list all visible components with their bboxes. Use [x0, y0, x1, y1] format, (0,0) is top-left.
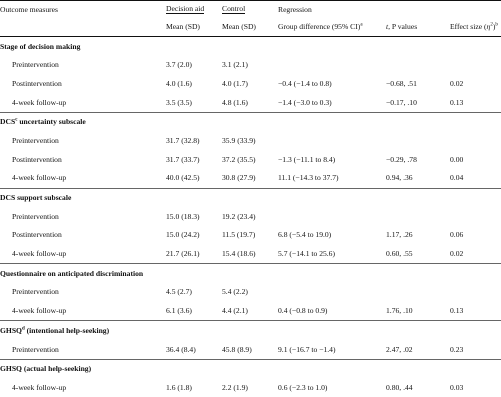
- row-label: 4-week follow-up: [12, 97, 67, 107]
- t-p-values: 2.47, .02: [386, 344, 413, 354]
- control-mean-sd: 35.9 (33.9): [222, 135, 256, 145]
- effect-size: 0.06: [450, 230, 464, 240]
- section-title: DCS support subscale: [0, 188, 501, 207]
- header-row: [0, 1, 501, 19]
- group-difference: [278, 131, 386, 150]
- subheader-effect-size: Effect size $(\eta^2)^b$: [450, 18, 501, 37]
- t-p-values: 0.80, .44: [386, 382, 413, 392]
- t-p-values: −0.68, .51: [386, 78, 417, 88]
- row-label: 4-week follow-up: [12, 249, 67, 259]
- table-row: [0, 378, 501, 397]
- table-row: [0, 207, 501, 226]
- subheader-da-mean: Mean (SD): [166, 18, 222, 37]
- effect-size: [450, 207, 501, 226]
- control-mean-sd: 15.4 (18.6): [222, 249, 256, 259]
- row-label: Postintervention: [12, 154, 62, 164]
- subheader-ctrl-mean: Mean (SD): [222, 18, 278, 37]
- t-p-values: [386, 56, 450, 75]
- group-difference: 5.7 (−14.1 to 25.6): [278, 249, 336, 259]
- table-row: [0, 169, 501, 188]
- control-mean-sd: 4.0 (1.7): [222, 78, 248, 88]
- row-label: Preintervention: [12, 211, 59, 221]
- t-p-values: [386, 283, 450, 302]
- control-mean-sd: 30.8 (27.9): [222, 173, 256, 183]
- group-difference: −1.3 (−11.1 to 8.4): [278, 154, 336, 164]
- effect-size: 0.04: [450, 173, 464, 183]
- table-row: [0, 340, 501, 359]
- decision-aid-mean-sd: 31.7 (33.7): [166, 154, 200, 164]
- group-difference: −0.4 (−1.4 to 0.8): [278, 78, 332, 88]
- control-mean-sd: 37.2 (35.5): [222, 154, 256, 164]
- decision-aid-mean-sd: 31.7 (32.8): [166, 135, 200, 145]
- t-p-values: [386, 207, 450, 226]
- section-header-row: [0, 321, 501, 340]
- group-difference: 0.4 (−0.8 to 0.9): [278, 306, 328, 316]
- group-difference: −1.4 (−3.0 to 0.3): [278, 97, 332, 107]
- decision-aid-mean-sd: 3.7 (2.0): [166, 60, 192, 70]
- group-difference: 0.6 (−2.3 to 1.0): [278, 382, 328, 392]
- section-header-row: [0, 112, 501, 131]
- decision-aid-mean-sd: 40.0 (42.5): [166, 173, 200, 183]
- control-mean-sd: 2.2 (1.9): [222, 382, 248, 392]
- header-decision-aid: Decision aid: [166, 1, 222, 19]
- effect-size: 0.13: [450, 306, 464, 316]
- group-difference: [278, 283, 386, 302]
- section-title: GHSQ$^d$ (intentional help-seeking): [0, 321, 501, 340]
- header-control: Control: [222, 1, 278, 19]
- group-difference: [278, 207, 386, 226]
- t-p-values: −0.29, .78: [386, 154, 417, 164]
- subheader-t-p: t, P values: [386, 18, 450, 37]
- section-title: GHSQ (actual help-seeking): [0, 359, 501, 378]
- control-mean-sd: 45.8 (8.9): [222, 344, 252, 354]
- row-label: 4-week follow-up: [12, 306, 67, 316]
- header-regression: Regression: [278, 1, 386, 19]
- header-outcome-measures: Outcome measures: [0, 1, 166, 19]
- effect-size: 0.13: [450, 97, 464, 107]
- row-label: 4-week follow-up: [12, 382, 67, 392]
- control-mean-sd: 19.2 (23.4): [222, 211, 256, 221]
- decision-aid-mean-sd: 6.1 (3.6): [166, 306, 192, 316]
- table-row: [0, 283, 501, 302]
- section-header-row: [0, 188, 501, 207]
- section-header-row: [0, 264, 501, 283]
- section-title: DCS$^c$ uncertainty subscale: [0, 112, 501, 131]
- row-label: Postintervention: [12, 78, 62, 88]
- effect-size: [450, 56, 501, 75]
- effect-size: 0.02: [450, 78, 464, 88]
- group-difference: 11.1 (−14.3 to 37.7): [278, 173, 339, 183]
- decision-aid-mean-sd: 15.0 (18.3): [166, 211, 200, 221]
- section-title: Stage of decision making: [0, 37, 501, 56]
- row-label: Postintervention: [12, 230, 62, 240]
- t-p-values: −0.17, .10: [386, 97, 417, 107]
- table-row: [0, 93, 501, 112]
- section-title: Questionnaire on anticipated discrimination: [0, 264, 501, 283]
- table-row: [0, 56, 501, 75]
- row-label: Preintervention: [12, 60, 59, 70]
- control-mean-sd: 11.5 (19.7): [222, 230, 256, 240]
- row-label: Preintervention: [12, 287, 59, 297]
- t-p-values: 1.76, .10: [386, 306, 413, 316]
- control-mean-sd: 4.4 (2.1): [222, 306, 248, 316]
- effect-size: 0.00: [450, 154, 464, 164]
- decision-aid-mean-sd: 21.7 (26.1): [166, 249, 200, 259]
- effect-size: 0.03: [450, 382, 464, 392]
- decision-aid-mean-sd: 15.0 (24.2): [166, 230, 200, 240]
- control-mean-sd: 4.8 (1.6): [222, 97, 248, 107]
- table-row: [0, 74, 501, 93]
- group-difference: 9.1 (−16.7 to −1.4): [278, 344, 336, 354]
- decision-aid-mean-sd: 1.6 (1.8): [166, 382, 192, 392]
- effect-size: [450, 131, 501, 150]
- table-row: [0, 131, 501, 150]
- decision-aid-mean-sd: 3.5 (3.5): [166, 97, 192, 107]
- row-label: 4-week follow-up: [12, 173, 67, 183]
- effect-size: 0.23: [450, 344, 464, 354]
- section-header-row: [0, 359, 501, 378]
- decision-aid-mean-sd: 4.0 (1.6): [166, 78, 192, 88]
- decision-aid-mean-sd: 4.5 (2.7): [166, 287, 192, 297]
- table-row: [0, 226, 501, 245]
- group-difference: 6.8 (−5.4 to 19.0): [278, 230, 332, 240]
- table-row: [0, 150, 501, 169]
- effect-size: [450, 283, 501, 302]
- t-p-values: [386, 131, 450, 150]
- group-difference: [278, 56, 386, 75]
- control-mean-sd: 3.1 (2.1): [222, 60, 248, 70]
- control-mean-sd: 5.4 (2.2): [222, 287, 248, 297]
- t-p-values: 1.17, .26: [386, 230, 413, 240]
- row-label: Preintervention: [12, 135, 59, 145]
- table-row: [0, 302, 501, 321]
- t-p-values: 0.94, .36: [386, 173, 413, 183]
- row-label: Preintervention: [12, 344, 59, 354]
- table-row: [0, 245, 501, 264]
- subheader-row: [0, 18, 501, 37]
- t-p-values: 0.60, .55: [386, 249, 413, 259]
- decision-aid-mean-sd: 36.4 (8.4): [166, 344, 196, 354]
- effect-size: 0.02: [450, 249, 464, 259]
- section-header-row: [0, 37, 501, 56]
- subheader-group-diff: Group difference (95% CI)$^a$: [278, 18, 386, 37]
